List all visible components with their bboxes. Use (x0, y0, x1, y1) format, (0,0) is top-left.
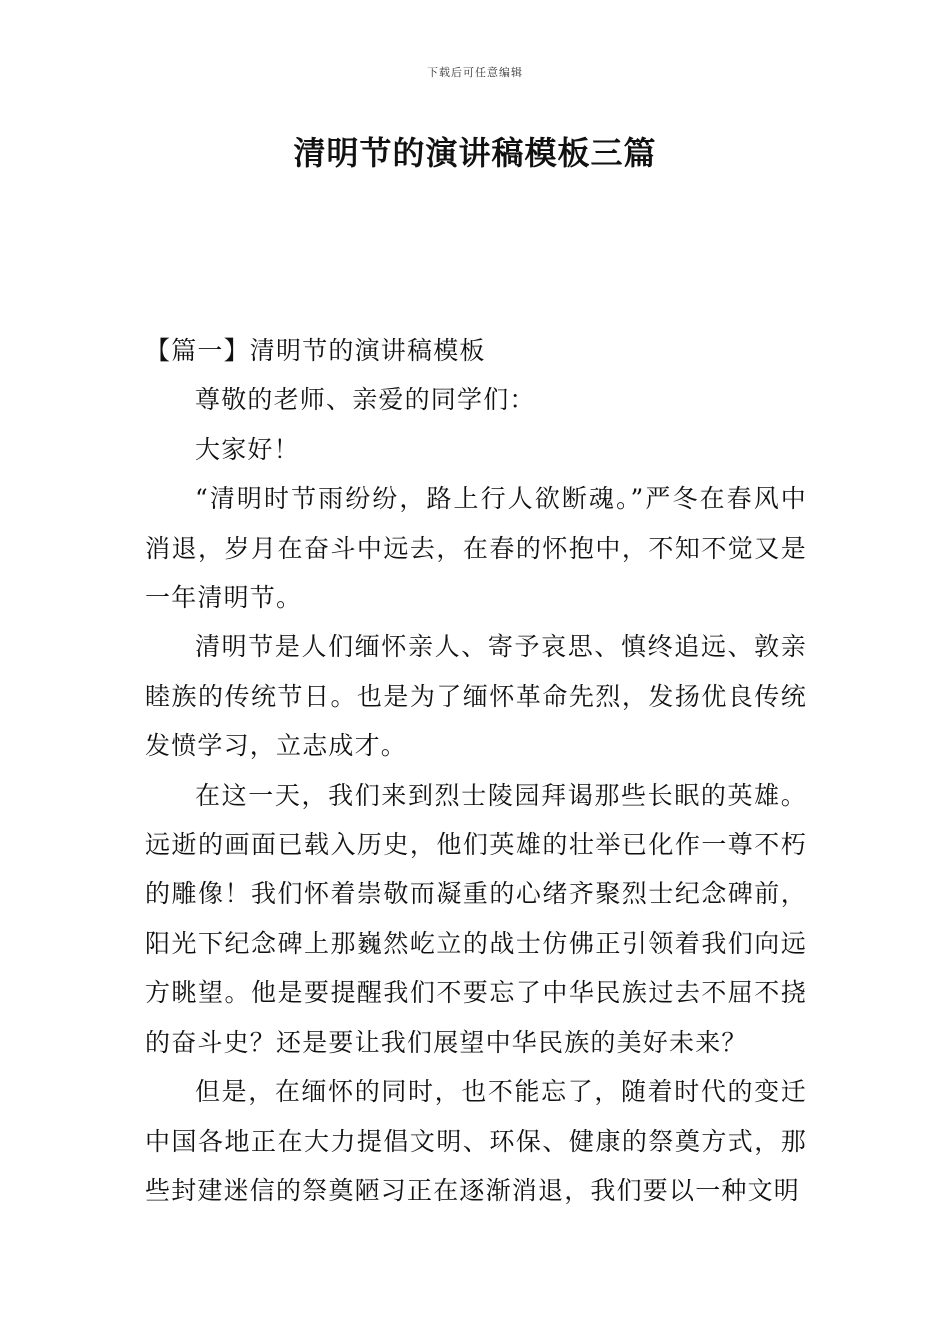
header-note: 下载后可任意编辑 (427, 66, 523, 79)
document-body (145, 326, 807, 1215)
greeting-paragraph: 大家好！ (195, 434, 300, 464)
section-heading: 【篇一】清明节的演讲稿模板 (145, 336, 486, 365)
document-title: 清明节的演讲稿模板三篇 (293, 134, 657, 172)
body-paragraph: 但是，在缅怀的同时，也不能忘了，随着时代的变迁中国各地正在大力提倡文明、环保、健康的祭奠方式，那些封建迷信的祭奠陋习正在逐渐消退，我们要以一种文明 (145, 1077, 807, 1205)
salutation-paragraph: 尊敬的老师、亲爱的同学们： (195, 385, 536, 415)
body-paragraph: 清明节是人们缅怀亲人、寄予哀思、慎终追远、敦亲睦族的传统节日。也是为了缅怀革命先烈，发扬优良传统发愤学习，立志成才。 (145, 632, 807, 761)
body-paragraph: “清明时节雨纷纷，路上行人欲断魂。”严冬在春风中消退，岁月在奋斗中远去，在春的怀抱中，不知不觉又是一年清明节。 (145, 484, 807, 613)
body-paragraph: 在这一天，我们来到烈士陵园拜谒那些长眠的英雄。远逝的画面已载入历史，他们英雄的壮举已化作一尊不朽的雕像！我们怀着崇敬而凝重的心绪齐聚烈士纪念碑前，阳光下纪念碑上那巍然屹立的战士仿佛正引领着我们向远方眺望。他是要提醒我们不要忘了中华民族过去不屈不挠的奋斗史？还是要让我们展望中华民族的美好未来？ (145, 780, 807, 1057)
